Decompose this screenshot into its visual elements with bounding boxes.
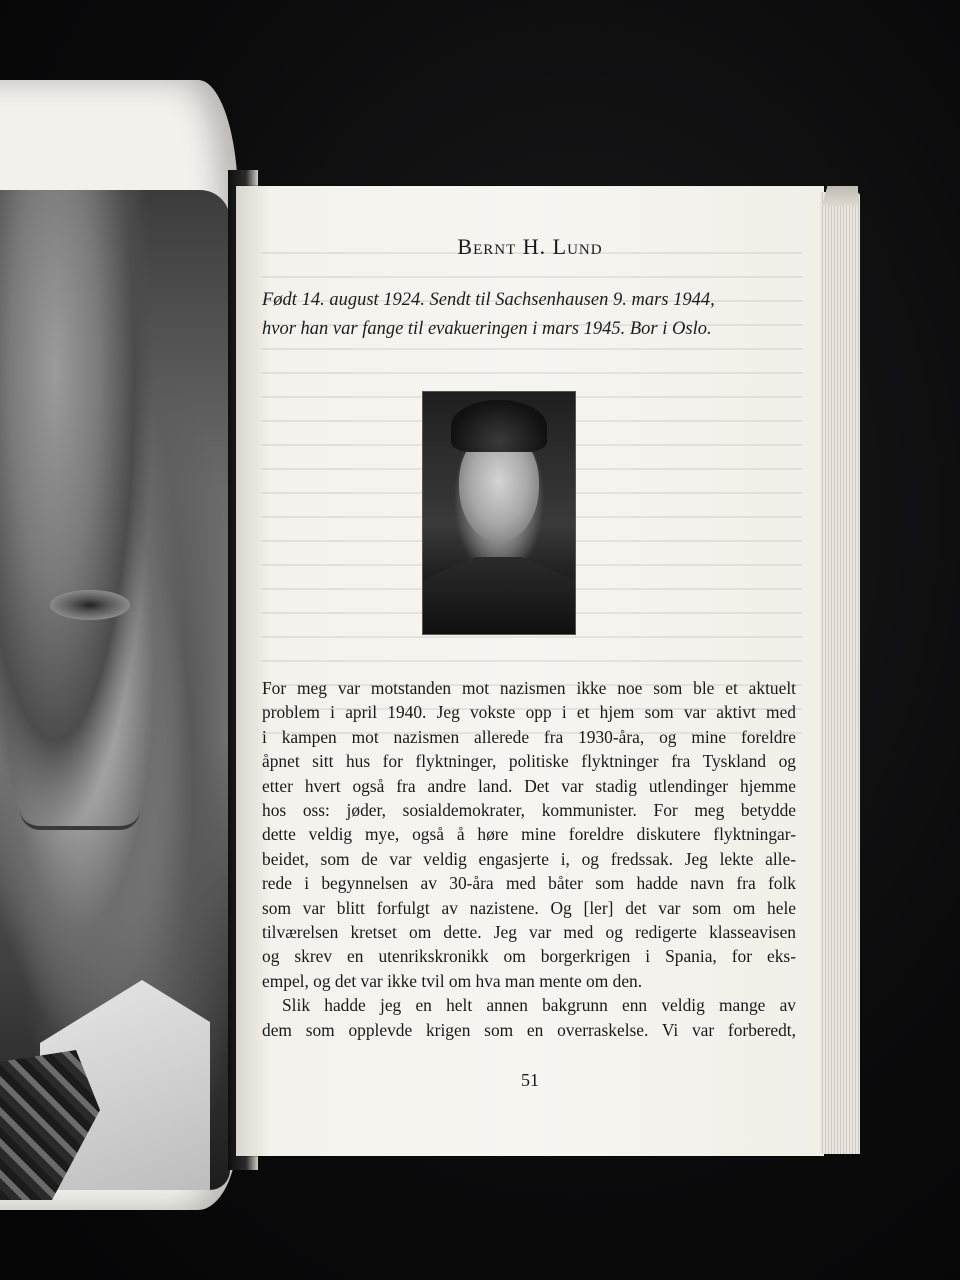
portrait-eye bbox=[50, 590, 130, 620]
left-page bbox=[0, 80, 238, 1210]
body-line: i kampen mot nazismen allerede fra 1930-åra, og mine foreldre bbox=[262, 726, 796, 747]
portrait-photo-old-man bbox=[0, 190, 230, 1190]
young-portrait-photo bbox=[422, 391, 576, 635]
chapter-title: Bernt H. Lund bbox=[457, 234, 603, 259]
bio-paragraph bbox=[262, 286, 797, 344]
page-edges bbox=[820, 192, 860, 1154]
body-line: dette veldig mye, også å høre mine foreldre diskutere flyktningar- bbox=[262, 824, 796, 845]
body-line: hos oss: jøder, sosialdemokrater, kommunister. For meg betydde bbox=[262, 800, 796, 821]
page-edges-top bbox=[822, 186, 858, 206]
body-line: rede i begynnelsen av 30-åra med båter som hadde navn fra folk bbox=[262, 873, 796, 894]
body-text bbox=[262, 676, 796, 1042]
body-line: problem i april 1940. Jeg vokste opp i et hjem som var aktivt med bbox=[262, 702, 796, 723]
body-line: som var blitt forfulgt av nazistene. Og [ler] det var som om hele bbox=[262, 897, 796, 918]
body-line: dem som opplevde krigen som en overraskelse. Vi var forberedt, bbox=[262, 1019, 796, 1040]
body-line: tilværelsen kretset om dette. Jeg var med og redigerte klasseavisen bbox=[262, 922, 796, 943]
body-line: Slik hadde jeg en helt annen bakgrunn enn veldig mange av bbox=[282, 995, 796, 1016]
right-page bbox=[236, 186, 824, 1156]
body-line: beidet, som de var veldig engasjerte i, og fredssak. Jeg lekte alle- bbox=[262, 848, 796, 869]
bio-line: hvor han var fange til evakueringen i mars 1945. Bor i Oslo. bbox=[262, 319, 712, 339]
body-line: etter hvert også fra andre land. Det var stadig utlendinger hjemme bbox=[262, 775, 796, 796]
body-line: For meg var motstanden mot nazismen ikke noe som ble et aktuelt bbox=[262, 678, 796, 698]
body-line: empel, og det var ikke tvil om hva man mente om den. bbox=[262, 970, 643, 991]
young-portrait-shirt bbox=[423, 557, 575, 634]
young-portrait-hair bbox=[451, 400, 547, 452]
bio-line: Født 14. august 1924. Sendt til Sachsenhausen 9. mars 1944, bbox=[262, 290, 715, 310]
body-line: og skrev en utenrikskronikk om borgerkrigen i Spania, for eks- bbox=[262, 946, 796, 967]
portrait-mouth bbox=[20, 810, 140, 830]
body-line: åpnet sitt hus for flyktninger, politiske flyktninger fra Tyskland og bbox=[262, 751, 796, 772]
page-number: 51 bbox=[521, 1070, 539, 1090]
